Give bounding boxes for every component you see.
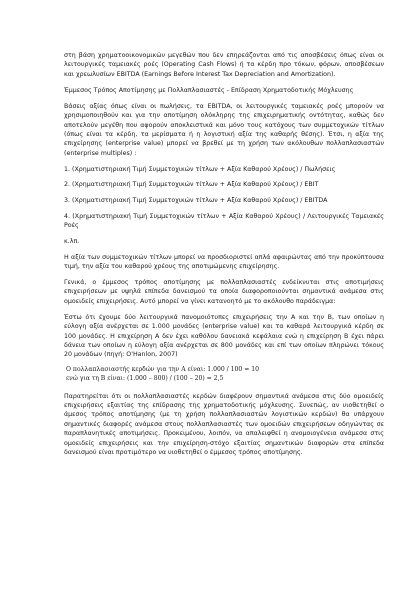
formula-block xyxy=(66,366,384,383)
general-paragraph: Γενικά, ο έμμεσος τρόπος αποτίμησης με πολλαπλασιαστές ενδείκνυται στις αποτιμήσεις επιχειρήσεων με υψηλά επίπεδα δανεισμού τα οποία διαφοροποιούνται σημαντικά ανάμεσα στις ομοειδείς επιχειρήσεις. Αυτό μπορεί να γίνει κατανοητό με το ακόλουθο παράδειγμα: xyxy=(64,279,384,305)
etc-text: κ.λπ. xyxy=(64,237,80,245)
multiple-item-3: 3. (Χρηματιστηριακή Τιμή Συμμετοχικών τίτλων + Αξία Καθαρού Χρέους) / EBITDA xyxy=(64,197,328,205)
formula-line-b: ενώ για τη Β είναι: (1.000 – 800) / (100 – 20) = 2,5 xyxy=(66,375,224,383)
intro-paragraph: στη βάση χρηματοοικονομικών μεγεθών που δεν επηρεάζονται από τις αποσβέσεις όπως είναι οι λειτουργικές ταμειακές ροές (Operating Cash Flows) ή τα κέρδη προ τόκων, φόρων, αποσβέσεων και χρεωλυσίων EBITDA (Earnings Before Interest Tax Depreciation and Amortization). xyxy=(64,52,384,78)
section-heading: Έμμεσος Τρόπος Αποτίμησης με Πολλαπλασιαστές - Επίδραση Χρηματοδοτικής Μόχλευσης xyxy=(64,86,354,94)
multiple-item-4: 4. (Χρηματιστηριακή Τιμή Συμμετοχικών τίτλων + Αξία Καθαρού Χρέους) / Λειτουργικές Ταμειακές Ροές xyxy=(64,212,384,230)
formula-line-a: Ο πολλαπλασιαστής κερδών για την Α είναι: 1.000 / 100 = 10 xyxy=(66,366,260,374)
example-paragraph: Έστω ότι έχουμε δύο λειτουργικά πανομοιότυπες επιχειρήσεις την Α και την Β, των οποίων η εύλογη αξία ανέρχεται σε 1.000 μονάδες (enterprise value) και τα καθαρά λειτουργικά κέρδη σε 100 μονάδες. Η επιχείρηση Α δεν έχει καθόλου δανειακά κεφάλαια ενώ η επιχείρηση Β έχει πάρει δάνεια των οποίων η εύλογη αξία ανέρχεται σε 800 μονάδες και επί των οποίων πληρώνει τόκους 20 μονάδων (πηγή: O'Hanlon, 2007) xyxy=(64,313,384,359)
conclusion-paragraph: Παρατηρείται ότι οι πολλαπλασιαστές κερδών διαφέρουν σημαντικά ανάμεσα στις δύο ομοειδείς επιχειρήσεις εξαιτίας της επίδρασης της χρηματοδοτικής μόχλευσης. Συνεπώς, αν υιοθετηθεί ο άμεσος τρόπος αποτίμησης (με τη χρήση πολλαπλασιαστών λογιστικών κερδών) θα υπάρχουν σημαντικές διαφορές ανάμεσα στους πολλαπλασιαστές των ομοειδών επιχειρήσεων οδηγώντας σε παραπλανητικές αποτιμήσεις. Προκειμένου, λοιπόν, να απαλειφθεί η ανομοιογένεια ανάμεσα στις ομοειδείς επιχειρήσεις και την επιχείρηση-στόχο εξαιτίας σημαντικών διαφορών στα επίπεδα δανεισμού είναι προτιμότερο να υιοθετηθεί ο έμμεσος τρόπος αποτίμησης. xyxy=(64,392,384,457)
multiple-item-1: 1. (Χρηματιστηριακή Τιμή Συμμετοχικών τίτλων + Αξία Καθαρού Χρέους) / Πωλήσεις xyxy=(64,165,336,173)
multiple-item-2: 2. (Χρηματιστηριακή Τιμή Συμμετοχικών τίτλων + Αξία Καθαρού Χρέους) / EBIT xyxy=(64,181,319,189)
basis-paragraph: Βάσεις αξίας όπως είναι οι πωλήσεις, τα EBITDA, οι λειτουργικές ταμειακές ροές μπορούν να χρησιμοποιηθούν και για την αποτίμηση ολόκληρης της επιχειρηματικής οντότητας, καθώς δεν αποτελούν μεγέθη που αφορούν αποκλειστικά και μόνο τους κατόχους των συμμετοχικών τίτλων (όπως είναι τα κέρδη, τα μερίσματα ή η λογιστική αξία της καθαρής θέσης). Έτσι, η αξία της επιχείρησης (enterprise value) μπορεί να βρεθεί με τη χρήση των ακόλουθων πολλαπλασιαστών (enterprise multiples) : xyxy=(64,102,384,157)
equity-paragraph: Η αξία των συμμετοχικών τίτλων μπορεί να προσδιοριστεί απλά αφαιρώντας από την προκύπτουσα τιμή, την αξία του καθαρού χρέους της αποτιμώμενης επιχείρησης. xyxy=(64,253,384,271)
